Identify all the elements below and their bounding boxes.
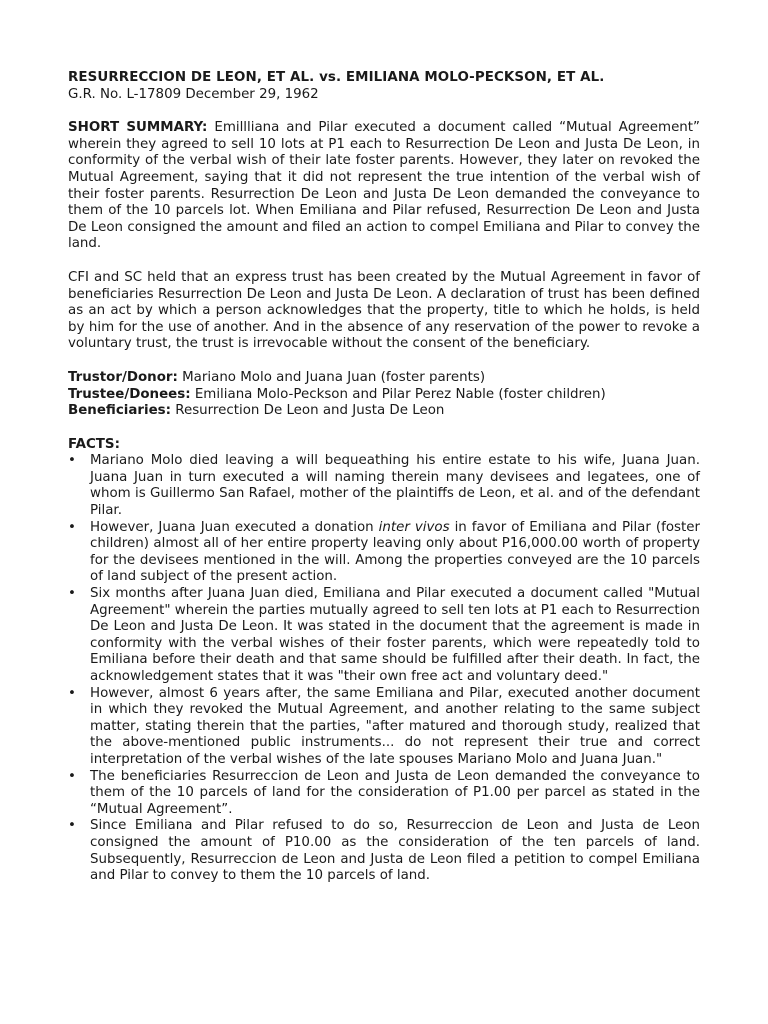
fact-text: Six months after Juana Juan died, Emiliana and Pilar executed a document called "Mutual Agreement" wherein the parties mutually agreed to sell ten lots at P1 each to Resurrection De Leon and Justa De Leon. It was stated in the document that the agreement is made in conformity with the verbal wishes of their foster parents, which were repeatedly told to Emiliana before their death and that same should be fulfilled after their death. In fact, the acknowledgement states that it was "their own free act and voluntary deed." xyxy=(90,586,700,684)
party-value: Emiliana Molo-Peckson and Pilar Perez Nable (foster children) xyxy=(190,386,606,402)
fact-text: Mariano Molo died leaving a will bequeathing his entire estate to his wife, Juana Juan. Juana Juan in turn executed a will naming therein many devisees and legatees, one of whom is Guillermo San Rafael, mother of the plaintiffs de Leon, et al. and of the defendant Pilar. xyxy=(90,453,700,519)
bullet-icon: • xyxy=(68,453,76,469)
fact-text: However, almost 6 years after, the same Emiliana and Pilar, executed another document in which they revoked the Mutual Agreement, and another relating to the same subject matter, stating therein that the parties, "after matured and thorough study, realized that the above-mentioned public instruments... do not represent their true and correct interpretation of the verbal wishes of the late spouses Mariano Molo and Juana Juan." xyxy=(90,685,700,767)
case-title: RESURRECCION DE LEON, ET AL. vs. EMILIANA MOLO-PECKSON, ET AL. xyxy=(68,70,605,85)
list-item xyxy=(68,520,700,586)
fact-text: Since Emiliana and Pilar refused to do so, Resurreccion de Leon and Justa de Leon consigned the amount of P10.00 as the consideration of the ten parcels of land. Subsequently, Resurreccion de Leon and Justa de Leon filed a petition to compel Emiliana and Pilar to convey to them the 10 parcels of land. xyxy=(90,818,700,884)
party-trustor xyxy=(68,370,700,387)
party-label: Beneficiaries: xyxy=(68,403,171,419)
list-item xyxy=(68,769,700,819)
party-value: Resurrection De Leon and Justa De Leon xyxy=(171,403,445,419)
bullet-icon: • xyxy=(68,519,76,535)
bullet-icon: • xyxy=(68,768,76,784)
spacer xyxy=(68,420,700,437)
party-beneficiaries xyxy=(68,403,700,420)
bullet-icon: • xyxy=(68,685,76,701)
party-trustee xyxy=(68,387,700,404)
list-item xyxy=(68,586,700,686)
spacer xyxy=(68,353,700,370)
case-citation: G.R. No. L-17809 December 29, 1962 xyxy=(68,86,319,102)
party-label: Trustee/Donees: xyxy=(68,386,191,402)
party-label: Trustor/Donor: xyxy=(68,369,178,385)
party-value: Mariano Molo and Juana Juan (foster parents) xyxy=(177,369,486,385)
fact-text: The beneficiaries Resurreccion de Leon and Justa de Leon demanded the conveyance to them of the 10 parcels of land for the consideration of P1.00 per parcel as stated in the “Mutual Agreement”. xyxy=(90,768,700,817)
fact-text-after: in favor of Emiliana and Pilar (foster children) almost all of her entire property leaving only about P16,000.00 worth of property for the devisees mentioned in the will. Among the properties conveyed are the 10 parcels of land subject of the present action. xyxy=(90,519,700,585)
facts-heading-text: FACTS: xyxy=(68,436,120,452)
bullet-icon: • xyxy=(68,586,76,602)
facts-heading xyxy=(68,437,700,454)
fact-text-italic: inter vivos xyxy=(378,519,450,535)
fact-text-before: However, Juana Juan executed a donation xyxy=(90,519,379,535)
bullet-icon: • xyxy=(68,818,76,834)
list-item xyxy=(68,686,700,769)
holding-paragraph: CFI and SC held that an express trust has been created by the Mutual Agreement in favor of beneficiaries Resurrection De Leon and Justa De Leon. A declaration of trust has been defined as an act by which a person acknowledges that the property, title to which he holds, is held by him for the use of another. And in the absence of any reservation of the power to revoke a voluntary trust, the trust is irrevocable without the consent of the beneficiary. xyxy=(68,269,700,352)
short-summary-label: SHORT SUMMARY: xyxy=(68,120,208,136)
short-summary xyxy=(68,120,700,253)
list-item xyxy=(68,453,700,519)
short-summary-text: Emillliana and Pilar executed a document called “Mutual Agreement” wherein they agreed to sell 10 lots at P1 each to Resurrection De Leon and Justa De Leon, in conformity of the verbal wish of their late foster parents. However, they later on revoked the Mutual Agreement, saying that it did not represent the true intention of the verbal wish of their foster parents. Resurrection De Leon and Justa De Leon demanded the conveyance to them of the 10 parcels lot. When Emiliana and Pilar refused, Resurrection De Leon and Justa De Leon consigned the amount and filed an action to compel Emiliana and Pilar to convey the land. xyxy=(68,120,700,252)
spacer xyxy=(68,253,700,270)
spacer xyxy=(68,103,700,120)
list-item xyxy=(68,818,700,884)
facts-list xyxy=(68,453,700,884)
